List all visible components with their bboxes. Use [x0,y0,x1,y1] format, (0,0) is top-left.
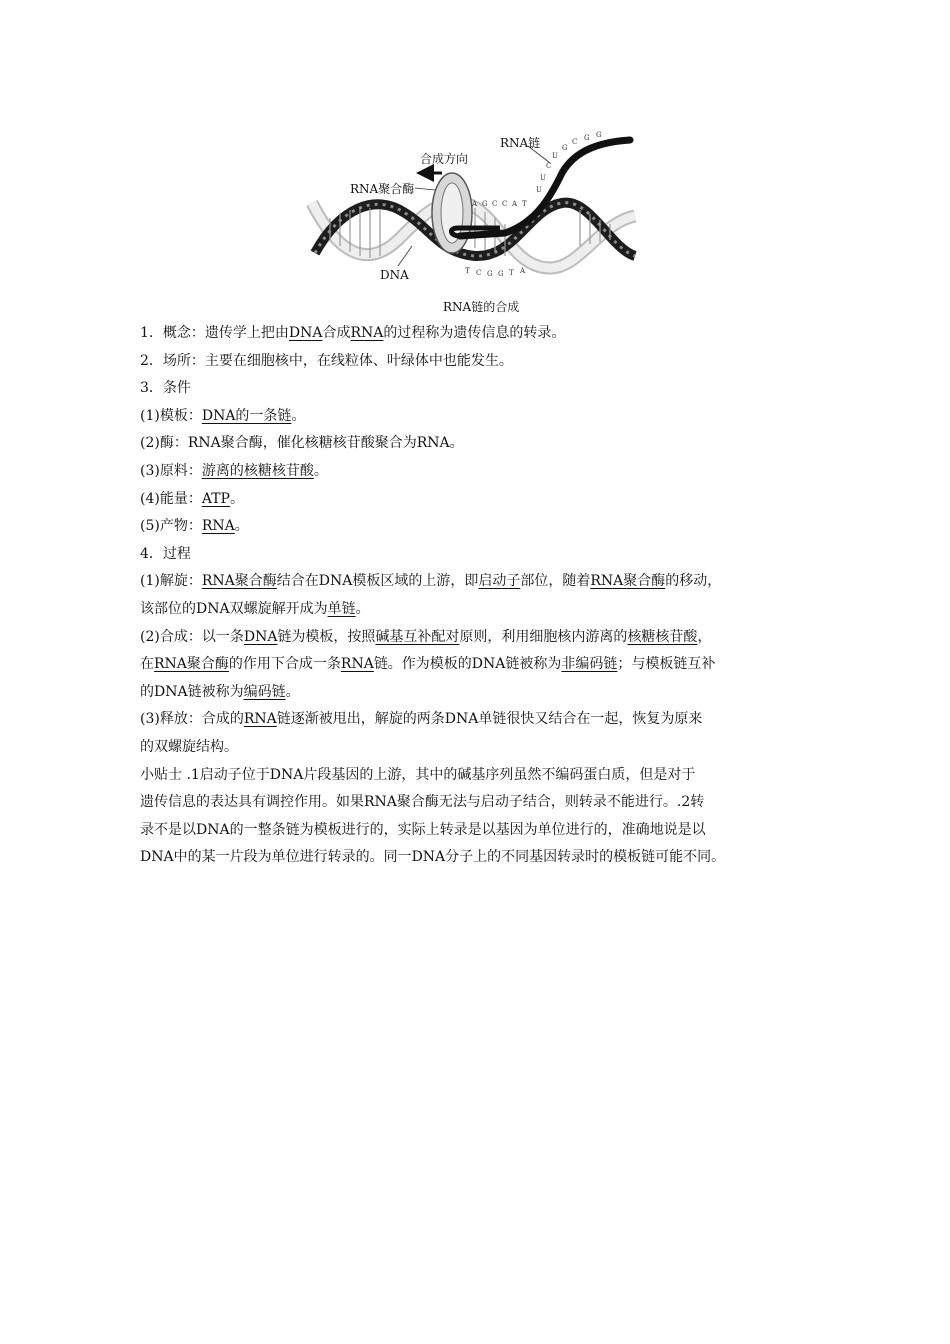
svg-text:T: T [509,269,514,277]
blank-answer: ATP [201,490,230,507]
blank-answer: DNA的一条链 [201,407,292,424]
rna-base: G [596,131,602,139]
rna-base: G [584,134,590,142]
dna-helix-diagram [300,128,650,318]
synth-line-1: (2)合成：以一条DNA链为模板，按照碱基互补配对原则，利用细胞核内游离的核糖核苷酸， [140,628,712,645]
place-line: 2．场所：主要在细胞核中，在线粒体、叶绿体中也能发生。 [140,352,513,369]
rna-base: U [540,174,546,182]
conditions-heading: 3．条件 [140,380,191,397]
blank-answer: DNA [288,325,323,341]
release-line-2: 的双螺旋结构。 [140,738,238,755]
svg-text:G: G [498,270,504,278]
concept-line: 1．概念：遗传学上把由DNA合成RNA的过程称为遗传信息的转录。 [140,325,566,341]
unwind-line-1: (1)解旋：RNA聚合酶结合在DNA模板区域的上游，即启动子部位，随着RNA聚合酶的移动， [140,573,722,590]
energy-line: (4)能量：ATP。 [140,490,244,507]
tip-line-3: 录不是以DNA的一整条链为模板进行的，实际上转录是以基因为单位进行的，准确地说是以 [140,821,706,838]
release-line-1: (3)释放：合成的RNA链逐渐被甩出，解旋的两条DNA单链很快又结合在一起，恢复为原来 [140,711,703,728]
polymerase-label: RNA聚合酶 [350,182,415,196]
process-heading: 4．过程 [140,545,191,562]
document-body [140,320,820,872]
rna-base: U [536,186,542,194]
rna-base: U [552,152,558,160]
enzyme-line: (2)酶：RNA聚合酶，催化核糖核苷酸聚合为RNA。 [140,435,464,452]
unwind-line-2: 该部位的DNA双螺旋解开成为单链。 [140,600,370,617]
rna-base: C [572,138,578,146]
svg-text:T: T [522,200,527,208]
rna-chain-label: RNA链 [500,136,541,150]
template-line: (1)模板：DNA的一条链。 [140,407,306,424]
rna-base: G [562,144,568,152]
blank-answer: RNA [201,518,235,535]
transcription-figure [300,128,650,318]
blank-answer: RNA [350,325,384,341]
svg-text:G: G [487,270,493,278]
tip-line-4: DNA中的某一片段为单位进行转录的。同一DNA分子上的不同基因转录时的模板链可能不同。 [140,849,726,866]
svg-text:A: A [512,200,518,208]
svg-text:A: A [520,267,526,275]
svg-text:C: C [476,269,482,277]
direction-label: 合成方向 [420,152,469,166]
material-line: (3)原料：游离的核糖核苷酸。 [140,462,328,479]
synth-line-2: 在RNA聚合酶的作用下合成一条RNA链。作为模板的DNA链被称为非编码链；与模板链互补 [140,656,716,673]
svg-text:G: G [482,200,488,208]
figure-caption: RNA链的合成 [443,300,520,314]
svg-text:C: C [502,200,508,208]
dna-label: DNA [380,268,409,282]
product-line: (5)产物：RNA。 [140,518,249,535]
tip-line-2: 遗传信息的表达具有调控作用。如果RNA聚合酶无法与启动子结合，则转录不能进行。.2转 [140,794,705,811]
blank-answer: 游离的核糖核苷酸 [201,462,314,479]
svg-text:C: C [492,200,498,208]
rna-base: C [546,162,552,170]
tip-line-1: 小贴士 .1启动子位于DNA片段基因的上游，其中的碱基序列虽然不编码蛋白质，但是对于 [140,766,696,783]
svg-text:T: T [465,267,470,275]
svg-text:A: A [472,200,478,208]
synth-line-3: 的DNA链被称为编码链。 [140,683,300,700]
